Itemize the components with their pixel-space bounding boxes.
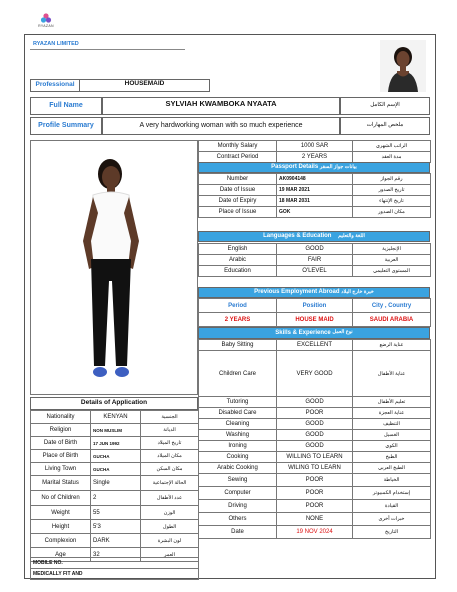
skill-label: Washing: [199, 430, 277, 441]
date-value: 19 NOV 2024: [277, 526, 353, 539]
passport-ar: مكان الصدور: [353, 207, 431, 218]
employment-head-row: [199, 299, 431, 313]
application-label: Date of Birth: [31, 437, 91, 450]
passport-row: [199, 207, 431, 218]
application-value: 32: [91, 548, 141, 562]
mobile-label: MOBILE NO.: [31, 558, 199, 569]
application-row: [31, 506, 199, 520]
employment-header-ar: خبرة خارج البلاد: [341, 288, 374, 295]
language-row: [199, 244, 431, 255]
passport-label: Date of Expiry: [199, 196, 277, 207]
application-row: [31, 520, 199, 534]
skill-value: GOOD: [277, 441, 353, 452]
application-ar: تاريخ الميلاد: [141, 437, 199, 450]
employment-row: [199, 313, 431, 327]
passport-table: [198, 173, 431, 218]
language-label: Education: [199, 266, 277, 277]
portrait-photo: [380, 40, 426, 92]
skill-row: [199, 500, 431, 513]
application-value: GUCHA: [91, 450, 141, 463]
skill-value: EXCELLENT: [277, 340, 353, 351]
skill-label: Computer: [199, 487, 277, 500]
skill-label: Arabic Cooking: [199, 463, 277, 474]
skill-row: [199, 408, 431, 419]
skill-ar: الكوي: [353, 441, 431, 452]
skill-label: Others: [199, 513, 277, 526]
company-name: RYAZAN LIMITED: [30, 39, 185, 50]
passport-ar: رقم الجواز: [353, 174, 431, 185]
application-value: NON MUSLIM: [91, 424, 141, 437]
application-row: [31, 437, 199, 450]
application-ar: لون البشرة: [141, 534, 199, 548]
skill-label: Cleaning: [199, 419, 277, 430]
application-label: Age: [31, 548, 91, 562]
skill-value: GOOD: [277, 430, 353, 441]
application-value: 17 JUN 1992: [91, 437, 141, 450]
application-label: Complexion: [31, 534, 91, 548]
employment-position: HOUSE MAID: [277, 313, 353, 327]
employment-table: [198, 298, 431, 327]
passport-row: [199, 196, 431, 207]
skill-value: WILING TO LEARN: [277, 463, 353, 474]
skill-label: Sewing: [199, 474, 277, 487]
application-value: KENYAN: [91, 411, 141, 424]
language-value: O'LEVEL: [277, 266, 353, 277]
skill-ar: عناية العجزة: [353, 408, 431, 419]
application-value: Single: [91, 476, 141, 491]
application-header: Details of Application: [30, 397, 198, 410]
application-ar: الديانة: [141, 424, 199, 437]
skill-value: GOOD: [277, 419, 353, 430]
contract-row: [199, 152, 431, 163]
passport-ar: تاريخ الإنتهاء: [353, 196, 431, 207]
passport-value: GOK: [277, 207, 353, 218]
salary-row: [199, 141, 431, 152]
date-ar: التاريخ: [353, 526, 431, 539]
professional-value: HOUSEMAID: [80, 79, 210, 92]
mobile-row: [31, 558, 199, 569]
application-ar: الطول: [141, 520, 199, 534]
skill-label: Children Care: [199, 351, 277, 397]
skill-row: [199, 397, 431, 408]
language-row: [199, 266, 431, 277]
skill-label: Baby Sitting: [199, 340, 277, 351]
application-ar: العمر: [141, 548, 199, 562]
profile-summary-label: Profile Summary: [30, 117, 102, 135]
full-name-label: Full Name: [30, 97, 102, 115]
passport-header-ar: بيانات جواز السفر: [319, 163, 357, 170]
application-ar: الحالة الإجتماعية: [141, 476, 199, 491]
application-row: [31, 411, 199, 424]
application-value: 2: [91, 491, 141, 506]
language-value: FAIR: [277, 255, 353, 266]
language-ar: الإنجليزية: [353, 244, 431, 255]
skill-label: Tutoring: [199, 397, 277, 408]
skill-ar: تعليم الأطفال: [353, 397, 431, 408]
languages-header-ar: اللغة والتعليم: [338, 232, 365, 239]
skill-row: [199, 474, 431, 487]
skill-ar: الغسيل: [353, 430, 431, 441]
skills-header-label: Skills & Experience: [275, 329, 331, 336]
skill-row: [199, 340, 431, 351]
skill-ar: التنظيف: [353, 419, 431, 430]
contact-table: [30, 557, 199, 580]
skill-ar: الطبخ العربي: [353, 463, 431, 474]
profile-summary-value: A very hardworking woman with so much experience: [102, 117, 340, 135]
application-row: [31, 491, 199, 506]
employment-period: 2 YEARS: [199, 313, 277, 327]
skill-ar: القيادة: [353, 500, 431, 513]
skills-header: [198, 327, 430, 339]
application-row: [31, 424, 199, 437]
salary-value: 1000 SAR: [277, 141, 353, 152]
contract-value: 2 YEARS: [277, 152, 353, 163]
language-ar: العربية: [353, 255, 431, 266]
medical-row: [31, 569, 199, 580]
skill-value: GOOD: [277, 397, 353, 408]
passport-row: [199, 185, 431, 196]
skill-value: POOR: [277, 408, 353, 419]
language-value: GOOD: [277, 244, 353, 255]
skill-label: Driving: [199, 500, 277, 513]
application-ar: مكان السكن: [141, 463, 199, 476]
skill-row: [199, 487, 431, 500]
skill-ar: خبرات أخرى: [353, 513, 431, 526]
application-label: No of Children: [31, 491, 91, 506]
application-value: 5'3: [91, 520, 141, 534]
skill-row: [199, 513, 431, 526]
passport-header: [198, 162, 430, 173]
application-ar: الجنسية: [141, 411, 199, 424]
skill-row: [199, 441, 431, 452]
skill-ar: عناية الأطفال: [353, 351, 431, 397]
application-value: GUCHA: [91, 463, 141, 476]
skill-ar: عناية الرضع: [353, 340, 431, 351]
logo-icon: [40, 12, 52, 24]
employment-header-label: Previous Employment Abroad: [254, 289, 340, 296]
salary-label: Monthly Salary: [199, 141, 277, 152]
skill-row: [199, 463, 431, 474]
application-label: Marital Status: [31, 476, 91, 491]
professional-label: Professional: [30, 79, 80, 92]
date-label: Date: [199, 526, 277, 539]
contract-ar: مدة العقد: [353, 152, 431, 163]
application-label: Height: [31, 520, 91, 534]
passport-label: Place of Issue: [199, 207, 277, 218]
skills-header-ar: نوع العمل: [332, 329, 353, 336]
skill-value: WILLING TO LEARN: [277, 452, 353, 463]
skill-label: Ironing: [199, 441, 277, 452]
period-col-header: Period: [199, 299, 277, 313]
city-col-header: City , Country: [353, 299, 431, 313]
logo-text: RYAZAN: [38, 24, 54, 28]
language-ar: المستوى التعليمي: [353, 266, 431, 277]
languages-header-label: Languages & Education: [263, 233, 332, 240]
language-row: [199, 255, 431, 266]
application-label: Weight: [31, 506, 91, 520]
application-value: 55: [91, 506, 141, 520]
skill-ar: إستخدام الكمبيوتر: [353, 487, 431, 500]
salary-ar: الراتب الشهري: [353, 141, 431, 152]
employment-country: SAUDI ARABIA: [353, 313, 431, 327]
passport-header-label: Passport Details: [271, 164, 319, 171]
application-ar: عدد الأطفال: [141, 491, 199, 506]
application-label: Living Town: [31, 463, 91, 476]
passport-value: 18 MAR 2031: [277, 196, 353, 207]
application-ar: مكان الميلاد: [141, 450, 199, 463]
skill-row: [199, 526, 431, 539]
profile-summary-ar: ملخص المهارات: [340, 117, 430, 135]
skill-value: POOR: [277, 474, 353, 487]
languages-header: [198, 231, 430, 242]
passport-row: [199, 174, 431, 185]
application-row: [31, 450, 199, 463]
passport-ar: تاريخ الصدور: [353, 185, 431, 196]
passport-label: Date of Issue: [199, 185, 277, 196]
language-label: English: [199, 244, 277, 255]
skill-ar: الطبخ: [353, 452, 431, 463]
passport-value: 19 MAR 2021: [277, 185, 353, 196]
skills-table: [198, 339, 431, 539]
passport-label: Number: [199, 174, 277, 185]
company-logo: [36, 12, 56, 40]
skill-value: NONE: [277, 513, 353, 526]
full-name-value: SYLVIAH KWAMBOKA NYAATA: [102, 97, 340, 115]
application-row: [31, 463, 199, 476]
language-label: Arabic: [199, 255, 277, 266]
application-label: Religion: [31, 424, 91, 437]
application-value: DARK: [91, 534, 141, 548]
skill-label: Cooking: [199, 452, 277, 463]
skill-value: POOR: [277, 500, 353, 513]
application-label: Nationality: [31, 411, 91, 424]
full-body-photo: [30, 140, 198, 395]
skill-ar: الخياطة: [353, 474, 431, 487]
application-ar: الوزن: [141, 506, 199, 520]
skill-row: [199, 351, 431, 397]
application-table: [30, 410, 199, 562]
full-name-ar: الإسم الكامل: [340, 97, 430, 115]
contract-label: Contract Period: [199, 152, 277, 163]
skill-row: [199, 419, 431, 430]
application-row: [31, 476, 199, 491]
skill-value: POOR: [277, 487, 353, 500]
salary-table: [198, 140, 431, 163]
skill-label: Disabled Care: [199, 408, 277, 419]
medical-label: MEDICALLY FIT AND: [31, 569, 199, 580]
languages-table: [198, 243, 431, 277]
skill-row: [199, 430, 431, 441]
application-row: [31, 534, 199, 548]
employment-header: [198, 287, 430, 298]
skill-value: VERY GOOD: [277, 351, 353, 397]
skill-row: [199, 452, 431, 463]
position-col-header: Position: [277, 299, 353, 313]
application-label: Place of Birth: [31, 450, 91, 463]
passport-value: AK0904148: [277, 174, 353, 185]
